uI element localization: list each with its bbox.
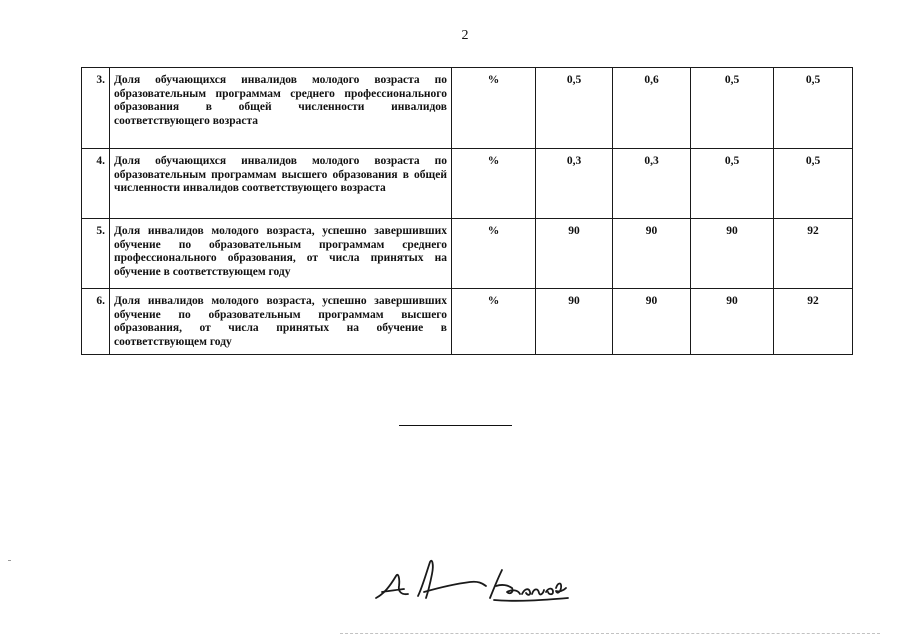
value-cell: 92 [774,219,853,289]
value-cell: 90 [536,219,613,289]
handwritten-signature [368,548,578,610]
row-number: 4. [82,149,110,219]
value-cell: 92 [774,289,853,355]
unit-cell: % [452,149,536,219]
value-cell: 0,5 [774,149,853,219]
value-cell: 90 [691,219,774,289]
table-row [82,149,853,219]
scan-artifact-line [340,633,880,636]
row-number: 6. [82,289,110,355]
value-cell: 90 [536,289,613,355]
value-cell: 0,5 [691,149,774,219]
indicator-description: Доля обучающихся инвалидов молодого возраста по образовательным программам высшего образования в общей численности инвалидов соответствующего возраста [110,149,452,219]
unit-cell: % [452,219,536,289]
table-row [82,219,853,289]
indicator-description: Доля инвалидов молодого возраста, успешно завершивших обучение по образовательным программам высшего образования, от числа принятых на обучение в соответствующем году [110,289,452,355]
value-cell: 90 [613,289,691,355]
table-row [82,289,853,355]
scan-artifact-mark [8,560,11,561]
value-cell: 0,5 [774,68,853,149]
value-cell: 90 [613,219,691,289]
row-number: 5. [82,219,110,289]
end-divider-line [399,425,512,426]
value-cell: 90 [691,289,774,355]
indicator-description: Доля инвалидов молодого возраста, успешно завершивших обучение по образовательным программам среднего профессионального образования, от числа принятых на обучение в соответствующем году [110,219,452,289]
value-cell: 0,3 [613,149,691,219]
page-number: 2 [461,28,469,43]
unit-cell: % [452,289,536,355]
indicator-description: Доля обучающихся инвалидов молодого возраста по образовательным программам среднего профессионального образования в общей численности инвалидов соответствующего возраста [110,68,452,149]
row-number: 3. [82,68,110,149]
unit-cell: % [452,68,536,149]
value-cell: 0,5 [691,68,774,149]
table-row [82,68,853,149]
value-cell: 0,6 [613,68,691,149]
indicators-table [81,67,853,355]
value-cell: 0,5 [536,68,613,149]
value-cell: 0,3 [536,149,613,219]
